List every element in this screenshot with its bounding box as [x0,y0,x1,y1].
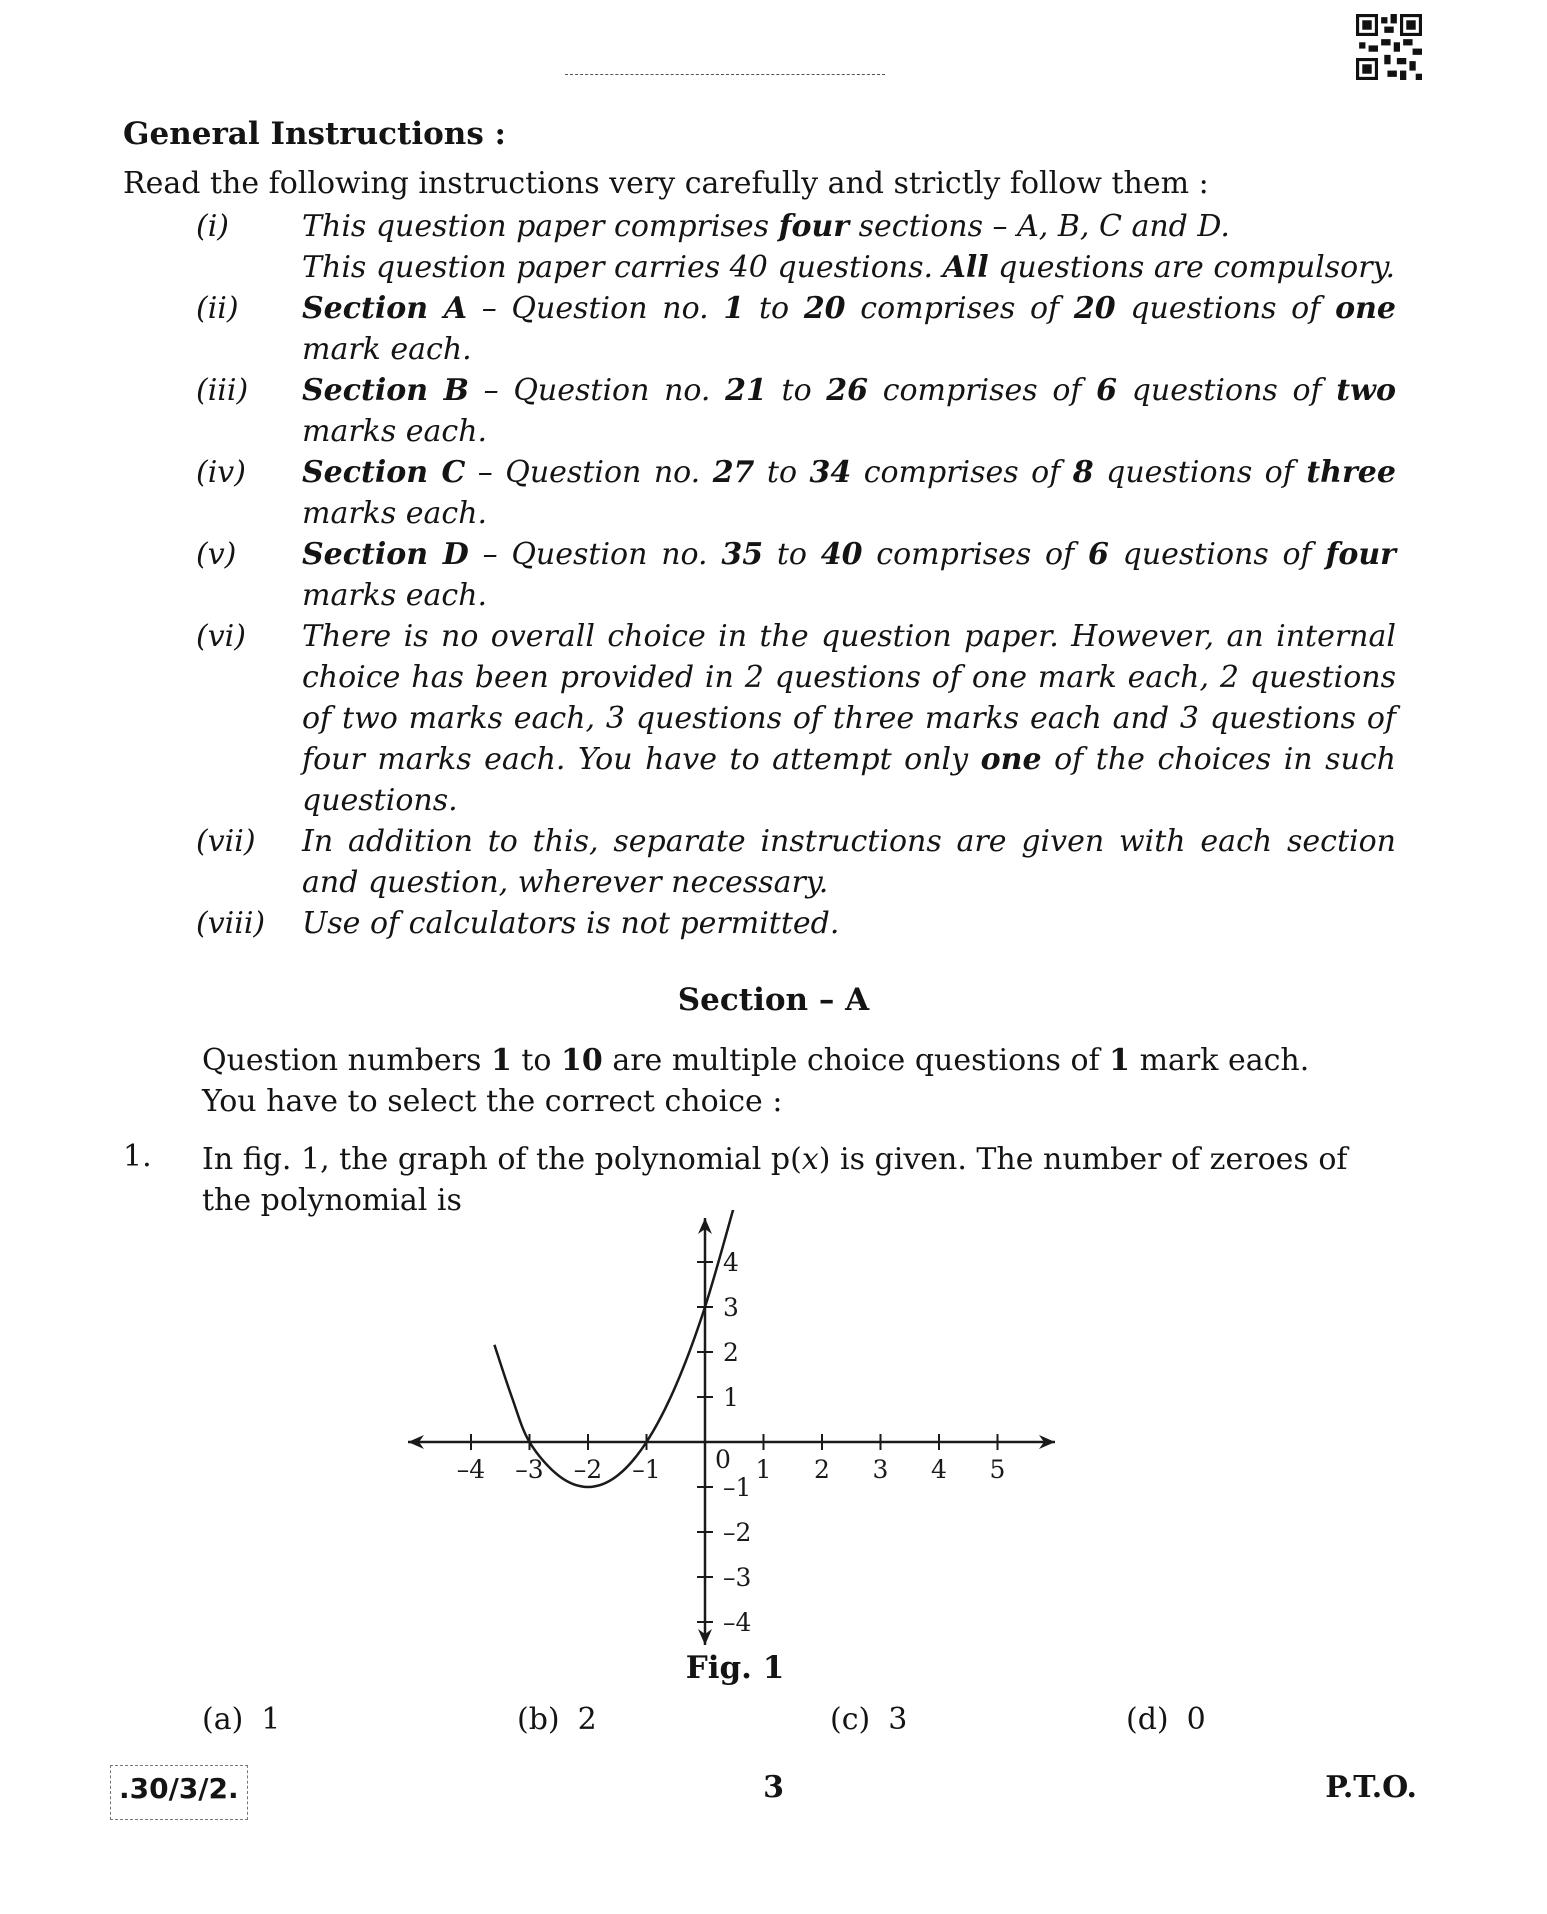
x-tick-label: 2 [814,1455,830,1484]
instruction-number: (iii) [196,373,249,408]
x-tick-label: –4 [456,1455,486,1484]
instruction-text: Section A – Question no. 1 to 20 comprises of 20 questions of one mark each. [302,291,1396,367]
instruction-text: This question paper comprises four sections – A, B, C and D. This question paper carries 40 questions. All questions are compulsory. [302,209,1396,285]
instruction-number: (vi) [196,619,246,654]
instruction-text: Section B – Question no. 21 to 26 comprises of 6 questions of two marks each. [302,373,1396,449]
x-tick-label: 5 [989,1455,1006,1484]
x-tick-label: –1 [632,1455,661,1484]
y-tick-label: 4 [723,1248,739,1277]
y-tick-label: –3 [723,1563,752,1592]
x-tick-label: 4 [931,1455,947,1484]
y-tick-label: –4 [723,1608,752,1637]
instruction-text: Section C – Question no. 27 to 34 comprises of 8 questions of three marks each. [302,455,1396,531]
general-instructions-heading: General Instructions : [123,116,507,152]
option-c: (c) 3 [830,1702,908,1737]
instruction-item [196,616,1396,821]
instruction-number: (i) [196,209,230,244]
instruction-item [196,288,1396,370]
instruction-text: Use of calculators is not permitted. [302,906,840,941]
instruction-text: There is no overall choice in the question paper. However, an internal choice has been provided in 2 questions of one mark each, 2 questions of two marks each, 3 questions of three marks each and 3 questions of four marks each. You have to attempt only one of the choices in such questions. [302,619,1396,818]
y-tick-label: 2 [723,1338,739,1367]
x-tick-label: 0 [715,1445,731,1474]
instruction-item [196,206,1396,288]
option-d: (d) 0 [1126,1702,1206,1737]
pto-label: P.T.O. [1325,1770,1417,1805]
page-number: 3 [763,1770,784,1805]
instruction-number: (vii) [196,824,256,859]
polynomial-curve [494,1210,734,1487]
paper-code: .30/3/2. [110,1765,248,1820]
x-tick-label: 1 [755,1455,772,1484]
qr-code-icon [1356,14,1422,80]
y-tick-label: 3 [723,1293,739,1322]
figure-caption: Fig. 1 [685,1650,785,1686]
instruction-number: (iv) [196,455,246,490]
instructions-lead: Read the following instructions very carefully and strictly follow them : [123,166,1209,201]
x-tick-label: –3 [515,1455,544,1484]
instruction-number: (viii) [196,906,266,941]
x-tick-label: 3 [872,1455,889,1484]
instruction-item [196,821,1396,903]
instruction-text: Section D – Question no. 35 to 40 comprises of 6 questions of four marks each. [302,537,1396,613]
instructions-list [196,206,1396,944]
instruction-item [196,452,1396,534]
section-a-title: Section – A [677,982,870,1018]
option-a: (a) 1 [202,1702,281,1737]
question-text: In fig. 1, the graph of the polynomial p(x) is given. The number of zeroes of the polynomial is [202,1142,1348,1218]
polynomial-graph [400,1210,1080,1650]
instruction-number: (v) [196,537,237,572]
header-divider [565,74,885,75]
section-a-intro: Question numbers 1 to 10 are multiple choice questions of 1 mark each. You have to select the correct choice : [202,1043,1310,1119]
instruction-item [196,534,1396,616]
option-b: (b) 2 [517,1702,597,1737]
instruction-item [196,903,1396,944]
x-tick-label: –2 [573,1455,603,1484]
instruction-item [196,370,1396,452]
instruction-number: (ii) [196,291,239,326]
y-tick-label: –1 [723,1473,752,1502]
y-tick-label: –2 [723,1518,752,1547]
y-tick-label: 1 [723,1383,739,1412]
question-number: 1. [123,1139,152,1174]
instruction-text: In addition to this, separate instructions are given with each section and question, wherever necessary. [302,824,1396,900]
